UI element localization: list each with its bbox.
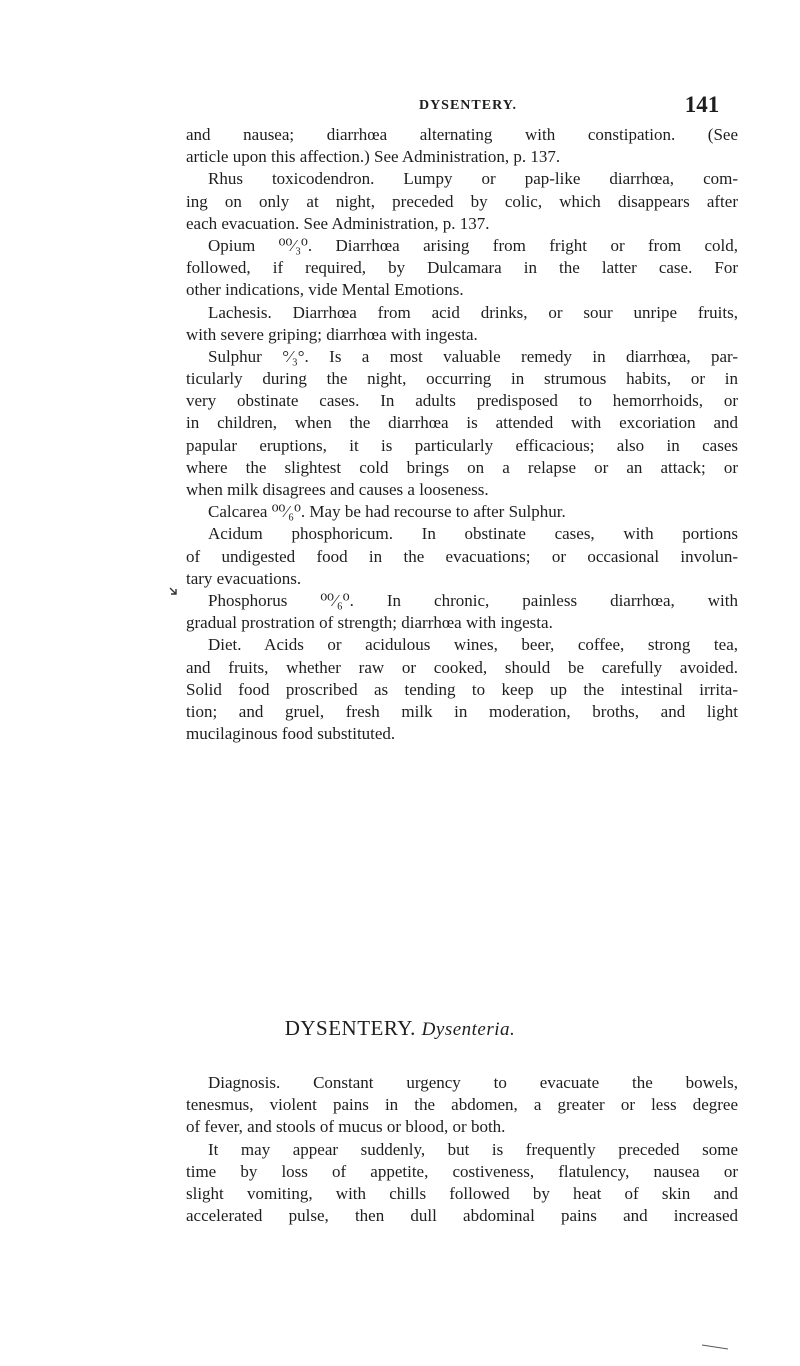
text-line: Lachesis. Diarrhœa from acid drinks, or sour unripe fruits, <box>208 302 738 322</box>
text-line: ticularly during the night, occurring in strumous habits, or in <box>186 369 738 389</box>
margin-mark-icon <box>168 586 178 596</box>
text-line: Diet. Acids or acidulous wines, beer, coffee, strong tea, <box>208 635 738 655</box>
text-line: Sulphur °⁄₃°. Is a most valuable remedy in diarrhœa, par- <box>208 346 738 366</box>
text-line: tion; and gruel, fresh milk in moderation, broths, and light <box>186 701 738 721</box>
page-number: 141 <box>684 92 720 117</box>
text-line: Rhus toxicodendron. Lumpy or pap-like diarrhœa, com- <box>208 169 738 189</box>
text-line: accelerated pulse, then dull abdominal pains and increased <box>186 1206 738 1226</box>
text-line: gradual prostration of strength; diarrhœa with ingesta. <box>186 613 553 633</box>
section-text <box>186 1072 738 1227</box>
text-line: article upon this affection.) See Administration, p. 137. <box>186 147 561 167</box>
text-line: Diagnosis. Constant urgency to evacuate the bowels, <box>208 1073 738 1092</box>
text-line: It may appear suddenly, but is frequently preceded some <box>208 1139 738 1159</box>
text-line: ing on only at night, preceded by colic, which disappears after <box>186 191 738 211</box>
text-line: mucilaginous food substituted. <box>186 724 396 744</box>
text-line: Calcarea ⁰⁰⁄₆⁰. May be had recourse to after Sulphur. <box>208 502 566 522</box>
section-heading <box>0 1016 800 1041</box>
text-line: Phosphorus ⁰⁰⁄₆⁰. In chronic, painless diarrhœa, with <box>208 590 738 610</box>
text-line: Solid food proscribed as tending to keep up the intestinal irrita- <box>186 679 738 699</box>
text-line: tenesmus, violent pains in the abdomen, a greater or less degree <box>186 1095 738 1115</box>
main-text <box>186 124 738 745</box>
section-title: DYSENTERY. <box>284 1016 416 1040</box>
text-line: Acidum phosphoricum. In obstinate cases, with portions <box>208 524 738 544</box>
text-line: tary evacuations. <box>186 568 302 588</box>
text-line: very obstinate cases. In adults predisposed to hemorrhoids, or <box>186 391 738 411</box>
text-line: and fruits, whether raw or cooked, should be carefully avoided. <box>186 657 738 677</box>
text-line: and nausea; diarrhœa alternating with constipation. (See <box>186 125 738 144</box>
text-line: in children, when the diarrhœa is attended with excoriation and <box>186 413 738 433</box>
text-line: with severe griping; diarrhœa with ingesta. <box>186 324 478 344</box>
text-line: slight vomiting, with chills followed by heat of skin and <box>186 1183 738 1203</box>
running-title: DYSENTERY. <box>418 98 518 113</box>
text-line: each evacuation. See Administration, p. 137. <box>186 213 490 233</box>
text-line: followed, if required, by Dulcamara in the latter case. For <box>186 258 738 278</box>
text-line: papular eruptions, it is particularly efficacious; also in cases <box>186 435 738 455</box>
text-line: where the slightest cold brings on a relapse or an attack; or <box>186 457 738 477</box>
text-line: of undigested food in the evacuations; or occasional involun- <box>186 546 738 566</box>
page-corner-mark-icon <box>702 1344 728 1350</box>
text-line: other indications, vide Mental Emotions. <box>186 280 464 300</box>
text-line: of fever, and stools of mucus or blood, or both. <box>186 1117 506 1137</box>
section-latin-name: Dysenteria. <box>421 1019 516 1040</box>
page-header <box>0 92 800 122</box>
text-line: time by loss of appetite, costiveness, flatulency, nausea or <box>186 1161 738 1181</box>
text-line: when milk disagrees and causes a looseness. <box>186 480 489 499</box>
text-line: Opium ⁰⁰⁄₃⁰. Diarrhœa arising from fright or from cold, <box>208 235 738 255</box>
